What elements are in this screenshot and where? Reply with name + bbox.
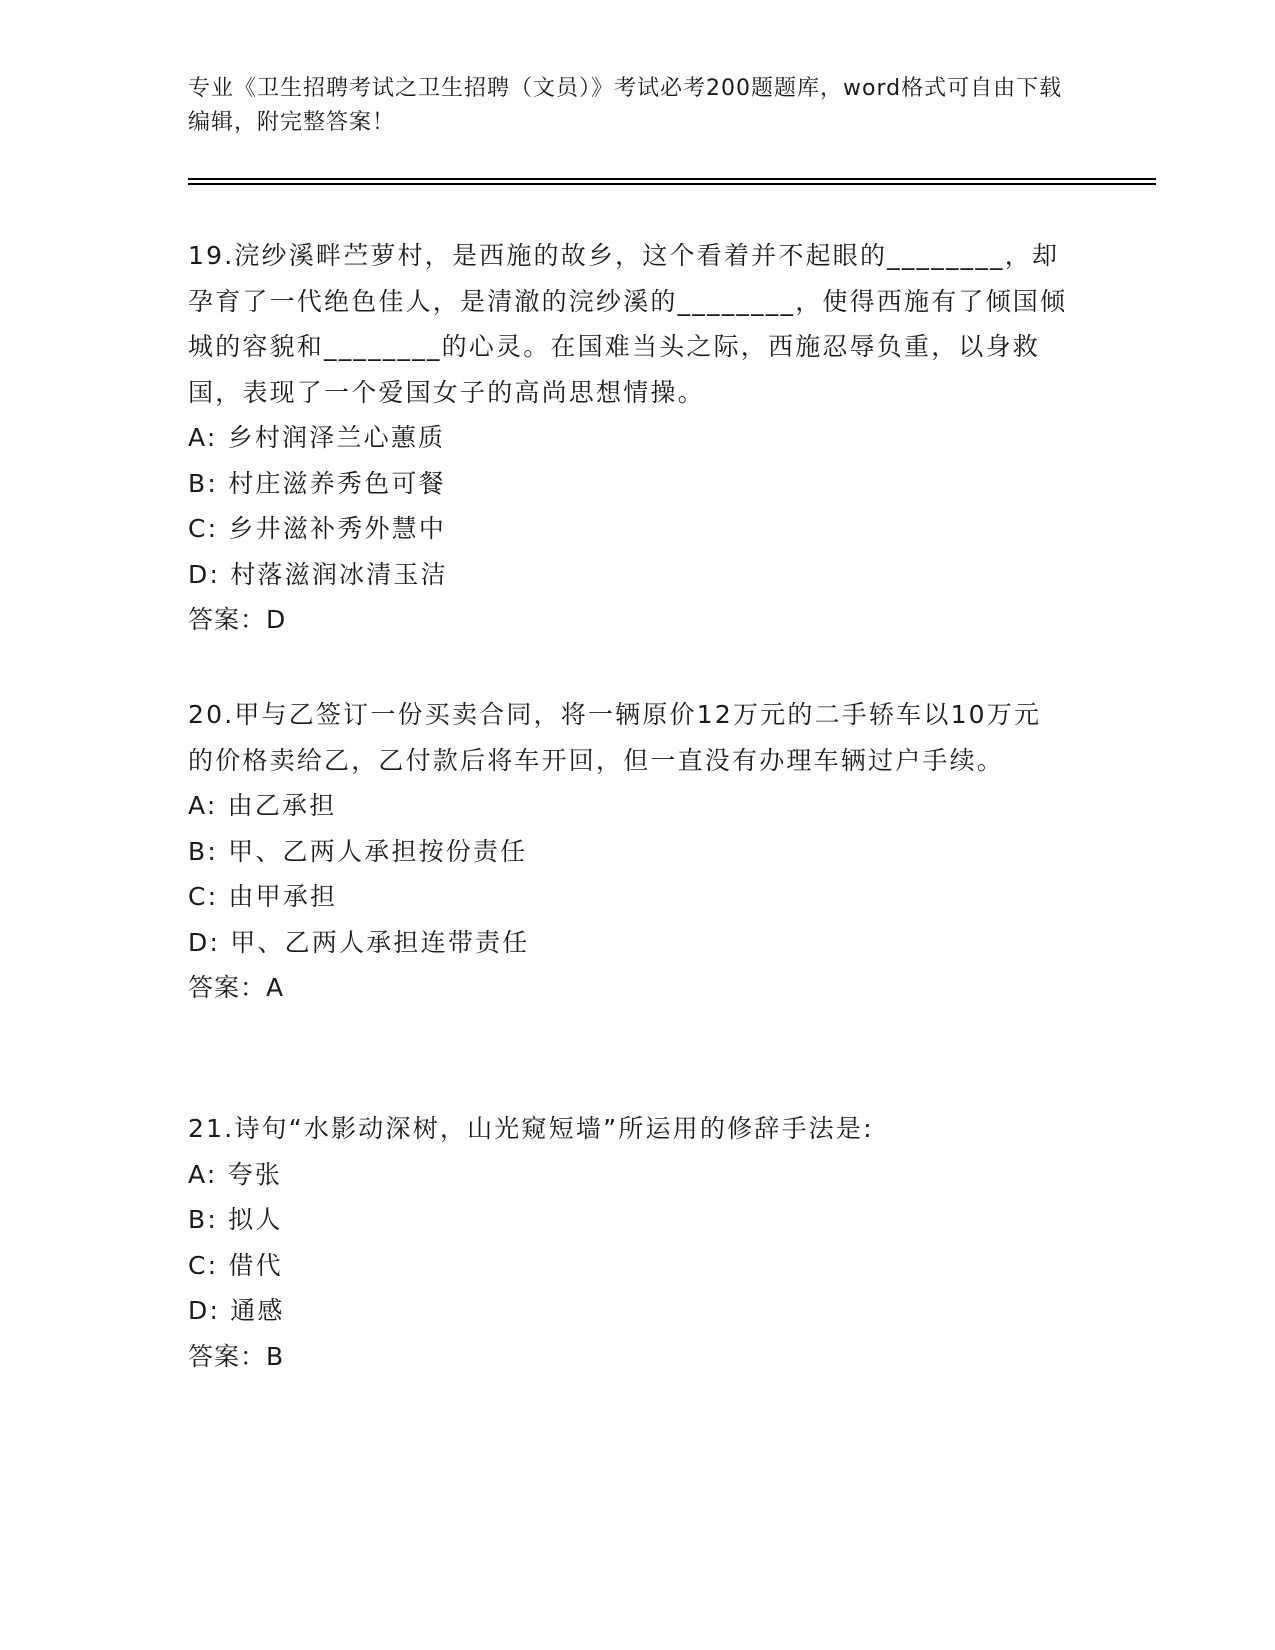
- question-19: [188, 233, 1068, 643]
- question-20: [188, 692, 1068, 1011]
- option-b: B: 甲、乙两人承担按份责任: [188, 836, 528, 866]
- option-a: A: 乡村润泽兰心蕙质: [188, 423, 446, 452]
- header-divider-bottom: [188, 183, 1156, 185]
- question-stem: 20.甲与乙签订一份买卖合同，将一辆原价12万元的二手轿车以10万元的价格卖给乙，乙付款后将车开回，但一直没有办理车辆过户手续。: [188, 700, 1042, 775]
- answer-label: 答案：D: [188, 605, 287, 634]
- option-b: B: 村庄滋养秀色可餐: [188, 468, 446, 498]
- answer-label: 答案：B: [188, 1341, 285, 1371]
- option-c: C: 借代: [188, 1250, 283, 1280]
- question-stem: 19.浣纱溪畔苎萝村，是西施的故乡，这个看着并不起眼的________，却孕育了一代绝色佳人，是清澈的浣纱溪的________，使得西施有了倾国倾城的容貌和________的心灵。在国难当头之际，西施忍辱负重，以身救国，表现了一个爱国女子的高尚思想情操。: [188, 241, 1068, 407]
- question-21: [188, 1106, 1068, 1379]
- option-a: A: 夸张: [188, 1159, 283, 1189]
- option-c: C: 乡井滋补秀外慧中: [188, 514, 447, 543]
- header-divider-top: [188, 178, 1156, 180]
- option-a: A: 由乙承担: [188, 791, 337, 820]
- option-b: B: 拟人: [188, 1205, 283, 1234]
- option-d: D: 甲、乙两人承担连带责任: [188, 927, 530, 957]
- answer-label: 答案：A: [188, 973, 285, 1002]
- option-d: D: 村落滋润冰清玉洁: [188, 559, 448, 589]
- question-stem: 21.诗句“水影动深树，山光窥短墙”所运用的修辞手法是:: [188, 1114, 874, 1143]
- document-header: 专业《卫生招聘考试之卫生招聘（文员）》考试必考200题题库，word格式可自由下载编辑，附完整答案！: [188, 76, 1063, 135]
- option-d: D: 通感: [188, 1296, 285, 1325]
- option-c: C: 由甲承担: [188, 882, 338, 911]
